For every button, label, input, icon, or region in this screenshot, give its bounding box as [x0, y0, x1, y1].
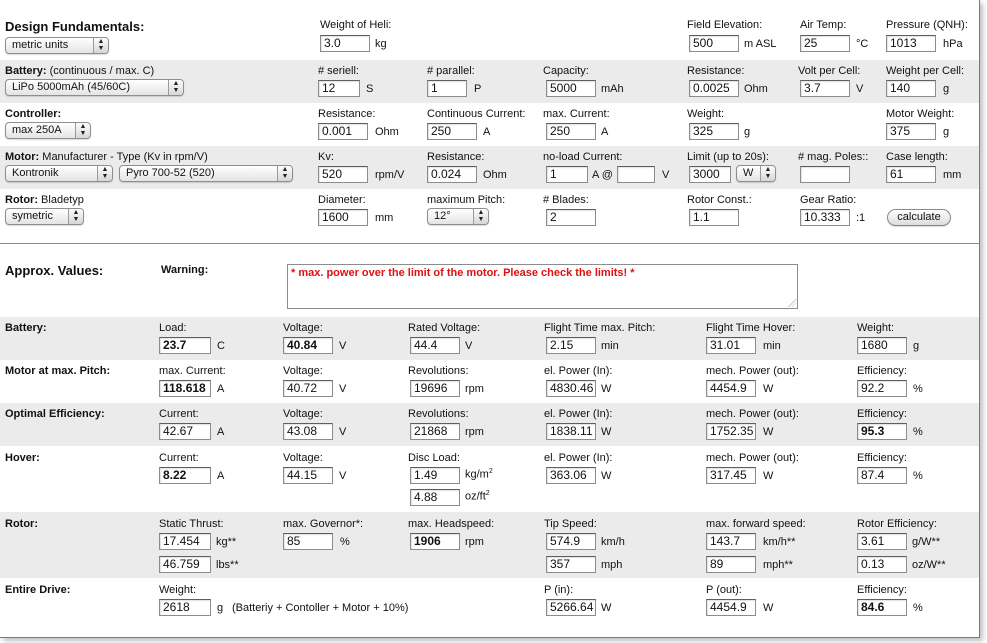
battery-resistance-label: Resistance:: [687, 65, 745, 77]
weight-per-cell-input[interactable]: 140: [886, 80, 936, 97]
disc-load-unit: $kg/m^2$: [465, 468, 493, 481]
motor-resistance-unit: Ohm: [483, 169, 507, 181]
hover-mech-unit: W: [763, 470, 774, 482]
optimal-label: Optimal Efficiency:: [5, 408, 105, 420]
max-headspeed-output: 1906: [410, 533, 460, 550]
static-thrust-lbs-unit: lbs**: [216, 559, 239, 571]
continuous-current-input[interactable]: 250: [427, 123, 477, 140]
case-length-unit: mm: [943, 169, 962, 181]
continuous-current-unit: A: [483, 126, 491, 138]
hover-voltage-unit: V: [339, 470, 347, 482]
drive-pin-unit: W: [601, 602, 612, 614]
load-unit: C: [217, 340, 225, 352]
hover-eff-unit: %: [913, 470, 923, 482]
forward-speed-label: max. forward speed:: [706, 518, 806, 530]
noload-voltage-unit: V: [662, 169, 670, 181]
rated-voltage-output: 44.4: [410, 337, 460, 354]
battery-results-band: [0, 317, 979, 360]
rotor-config-label: Rotor: Bladetyp: [5, 194, 84, 206]
motor-max-eff-unit: %: [913, 383, 923, 395]
controller-config-label: Controller:: [5, 108, 62, 120]
heli-weight-input[interactable]: 3.0: [320, 35, 370, 52]
rotor-efficiency-gw-output: 3.61: [857, 533, 907, 550]
volt-per-cell-input[interactable]: 3.7: [800, 80, 850, 97]
battery-voltage-output: 40.84: [283, 337, 333, 354]
static-thrust-kg-unit: kg**: [216, 536, 237, 548]
static-thrust-label: Static Thrust:: [159, 518, 224, 530]
optimal-current-unit: A: [217, 426, 225, 438]
optimal-mech-unit: W: [763, 426, 774, 438]
drive-weight-unit: g: [217, 602, 224, 614]
tip-speed-label: Tip Speed:: [544, 518, 597, 530]
seriell-unit: S: [366, 83, 374, 95]
controller-resistance-unit: Ohm: [375, 126, 399, 138]
limit-unit-value: W: [743, 167, 754, 179]
max-governor-unit: %: [340, 536, 350, 548]
disc-load-oz-unit: $oz/ft^2$: [465, 490, 490, 503]
heli-weight-unit: kg: [375, 38, 387, 50]
max-headspeed-label: max. Headspeed:: [408, 518, 495, 530]
air-temp-label: Air Temp:: [800, 19, 847, 31]
select-arrows-icon: ▲ ▼: [68, 209, 83, 224]
motor-weight-label: Motor Weight:: [886, 108, 955, 120]
gear-ratio-input[interactable]: 10.333: [800, 209, 850, 226]
design-title: Design Fundamentals:: [5, 19, 145, 34]
optimal-rev-unit: rpm: [465, 426, 484, 438]
flight-time-hover-label: Flight Time Hover:: [706, 322, 796, 334]
optimal-results-band: [0, 403, 979, 446]
battery-weight-unit: g: [913, 340, 920, 352]
warning-label: Warning:: [161, 264, 209, 276]
drive-eff-output: 84.6: [857, 599, 907, 616]
battery-config-label: Battery: (continuous / max. C): [5, 65, 155, 77]
max-headspeed-unit: rpm: [465, 536, 484, 548]
hover-current-output: 8.22: [159, 467, 211, 484]
motor-max-mech-unit: W: [763, 383, 774, 395]
disc-load-oz-output: 4.88: [410, 489, 460, 506]
battery-voltage-label: Voltage:: [283, 322, 323, 334]
drive-pin-label: P (in):: [544, 584, 574, 596]
controller-weight-label: Weight:: [687, 108, 725, 120]
optimal-current-output: 42.67: [159, 423, 211, 440]
rotor-results-label: Rotor:: [5, 518, 38, 530]
volt-per-cell-unit: V: [856, 83, 864, 95]
battery-type-select[interactable]: [5, 79, 184, 96]
motor-max-eff-output: 92.2: [857, 380, 907, 397]
flight-time-hover-output: 31.01: [706, 337, 756, 354]
flight-time-pitch-output: 2.15: [546, 337, 596, 354]
noload-voltage-input[interactable]: [617, 166, 655, 183]
hover-elpower-unit: W: [601, 470, 612, 482]
results-title: Approx. Values:: [5, 263, 104, 278]
rotor-efficiency-label: Rotor Efficiency:: [857, 518, 937, 530]
motor-manufacturer-value: Kontronik: [12, 167, 59, 179]
flight-time-pitch-label: Flight Time max. Pitch:: [544, 322, 656, 334]
flight-time-hover-unit: min: [763, 340, 781, 352]
battery-resistance-input[interactable]: 0.0025: [689, 80, 739, 97]
disc-load-output: 1.49: [410, 467, 460, 484]
motor-max-rev-label: Revolutions:: [408, 365, 469, 377]
motor-max-eff-label: Efficiency:: [857, 365, 907, 377]
motor-max-current-label: max. Current:: [159, 365, 226, 377]
drive-weight-label: Weight:: [159, 584, 197, 596]
select-arrows-icon: ▲ ▼: [75, 123, 90, 138]
kv-label: Kv:: [318, 151, 334, 163]
blade-type-value: symetric: [12, 210, 53, 222]
weight-per-cell-unit: g: [943, 83, 950, 95]
seriell-input[interactable]: 12: [318, 80, 360, 97]
optimal-elpower-unit: W: [601, 426, 612, 438]
units-select-value: metric units: [12, 39, 69, 51]
select-arrows-icon: ▲ ▼: [97, 166, 112, 181]
kv-unit: rpm/V: [375, 169, 405, 181]
blade-type-select[interactable]: [5, 208, 84, 225]
disc-load-label: Disc Load:: [408, 452, 460, 464]
field-elevation-label: Field Elevation:: [687, 19, 763, 31]
warning-textarea[interactable]: [287, 264, 798, 309]
battery-type-value: LiPo 5000mAh (45/60C): [12, 81, 131, 93]
load-output: 23.7: [159, 337, 211, 354]
seriell-label: # seriell:: [318, 65, 359, 77]
forward-speed-mph-output: 89: [706, 556, 756, 573]
hover-elpower-output: 363.06: [546, 467, 596, 484]
max-governor-output: 85: [283, 533, 333, 550]
controller-weight-unit: g: [744, 126, 751, 138]
motor-max-label: Motor at max. Pitch:: [5, 365, 111, 377]
capacity-unit: mAh: [601, 83, 624, 95]
diameter-unit: mm: [375, 212, 394, 224]
select-arrows-icon: ▲ ▼: [760, 166, 775, 181]
hover-label: Hover:: [5, 452, 40, 464]
parallel-unit: P: [474, 83, 482, 95]
optimal-eff-output: 95.3: [857, 423, 907, 440]
parallel-input[interactable]: 1: [427, 80, 467, 97]
optimal-rev-output: 21868: [410, 423, 460, 440]
static-thrust-lbs-output: 46.759: [159, 556, 211, 573]
rotor-efficiency-ozw-output: 0.13: [857, 556, 907, 573]
noload-current-unit: A @: [592, 169, 613, 181]
capacity-input[interactable]: 5000: [546, 80, 596, 97]
optimal-eff-unit: %: [913, 426, 923, 438]
air-temp-unit: °C: [856, 38, 869, 50]
heli-weight-label: Weight of Heli:: [320, 19, 392, 31]
battery-voltage-unit: V: [339, 340, 347, 352]
motor-max-voltage-label: Voltage:: [283, 365, 323, 377]
select-arrows-icon: ▲ ▼: [168, 80, 183, 95]
forward-speed-kmh-unit: km/h**: [763, 536, 796, 548]
weight-per-cell-label: Weight per Cell:: [886, 65, 965, 77]
optimal-mech-label: mech. Power (out):: [706, 408, 799, 420]
continuous-current-label: Continuous Current:: [427, 108, 526, 120]
motor-weight-input[interactable]: 375: [886, 123, 936, 140]
capacity-label: Capacity:: [543, 65, 589, 77]
parallel-label: # parallel:: [427, 65, 475, 77]
rated-voltage-label: Rated Voltage:: [408, 322, 481, 334]
units-select[interactable]: [5, 37, 109, 54]
drive-eff-label: Efficiency:: [857, 584, 907, 596]
optimal-elpower-label: el. Power (In):: [544, 408, 613, 420]
hover-voltage-label: Voltage:: [283, 452, 323, 464]
controller-resistance-label: Resistance:: [318, 108, 376, 120]
air-temp-input[interactable]: 25: [800, 35, 850, 52]
optimal-eff-label: Efficiency:: [857, 408, 907, 420]
hover-voltage-output: 44.15: [283, 467, 333, 484]
motor-config-label: Motor: Manufacturer - Type (Kv in rpm/V): [5, 151, 208, 163]
motor-weight-unit: g: [943, 126, 950, 138]
load-label: Load:: [159, 322, 187, 334]
field-elevation-input[interactable]: 500: [689, 35, 739, 52]
kv-input[interactable]: 520: [318, 166, 368, 183]
gear-ratio-unit: :1: [856, 212, 866, 224]
pressure-input[interactable]: 1013: [886, 35, 936, 52]
tip-speed-kmh-unit: km/h: [601, 536, 625, 548]
gear-ratio-label: Gear Ratio:: [800, 194, 857, 206]
motor-max-current-unit: A: [217, 383, 225, 395]
motor-max-current-output: 118.618: [159, 380, 211, 397]
select-arrows-icon: ▲ ▼: [473, 209, 488, 224]
select-arrows-icon: ▲ ▼: [93, 38, 108, 53]
rotor-const-label: Rotor Const.:: [687, 194, 752, 206]
optimal-voltage-unit: V: [339, 426, 347, 438]
hover-current-unit: A: [217, 470, 225, 482]
battery-weight-label: Weight:: [857, 322, 895, 334]
motor-manufacturer-select[interactable]: [5, 165, 113, 182]
calculate-button[interactable]: calculate: [887, 209, 951, 226]
motor-max-elpower-output: 4830.46: [546, 380, 596, 397]
drive-pout-label: P (out):: [706, 584, 742, 596]
pressure-label: Pressure (QNH):: [886, 19, 968, 31]
limit-label: Limit (up to 20s):: [687, 151, 769, 163]
tip-speed-kmh-output: 574.9: [546, 533, 596, 550]
motor-type-value: Pyro 700-52 (520): [126, 167, 215, 179]
resize-grip-icon: [788, 299, 796, 307]
blades-label: # Blades:: [543, 194, 589, 206]
limit-input[interactable]: 3000: [689, 166, 731, 183]
entire-drive-label: Entire Drive:: [5, 584, 71, 596]
max-pitch-value: 12°: [434, 210, 451, 222]
tip-speed-mph-unit: mph: [601, 559, 623, 571]
drive-pout-unit: W: [763, 602, 774, 614]
mag-poles-label: # mag. Poles::: [798, 151, 869, 163]
hover-current-label: Current:: [159, 452, 199, 464]
max-governor-label: max. Governor*:: [283, 518, 364, 530]
case-length-input[interactable]: 61: [886, 166, 936, 183]
diameter-label: Diameter:: [318, 194, 366, 206]
section-divider: [0, 243, 979, 244]
motor-max-mech-label: mech. Power (out):: [706, 365, 799, 377]
flight-time-pitch-unit: min: [601, 340, 619, 352]
forward-speed-mph-unit: mph**: [763, 559, 793, 571]
optimal-rev-label: Revolutions:: [408, 408, 469, 420]
motor-max-rev-output: 19696: [410, 380, 460, 397]
drive-weight-note: (Batteriy + Contoller + Motor + 10%): [232, 602, 409, 614]
controller-weight-input[interactable]: 325: [689, 123, 739, 140]
max-pitch-select[interactable]: [427, 208, 489, 225]
max-pitch-label: maximum Pitch:: [427, 194, 506, 206]
limit-unit-select[interactable]: [736, 165, 776, 182]
controller-max-current-label: max. Current:: [543, 108, 610, 120]
motor-max-voltage-unit: V: [339, 383, 347, 395]
forward-speed-kmh-output: 143.7: [706, 533, 756, 550]
hover-mech-output: 317.45: [706, 467, 756, 484]
blades-input[interactable]: 2: [546, 209, 596, 226]
hover-elpower-label: el. Power (In):: [544, 452, 613, 464]
hover-eff-label: Efficiency:: [857, 452, 907, 464]
drive-eff-unit: %: [913, 602, 923, 614]
controller-max-current-unit: A: [601, 126, 609, 138]
optimal-voltage-label: Voltage:: [283, 408, 323, 420]
optimal-voltage-output: 43.08: [283, 423, 333, 440]
rotor-efficiency-ozw-unit: oz/W**: [912, 559, 946, 571]
rated-voltage-unit: V: [465, 340, 473, 352]
noload-current-input[interactable]: 1: [546, 166, 588, 183]
drive-pin-output: 5266.64: [546, 599, 596, 616]
drive-pout-output: 4454.9: [706, 599, 756, 616]
motor-type-select[interactable]: [119, 165, 293, 182]
field-elevation-unit: m ASL: [744, 38, 777, 50]
noload-current-label: no-load Current:: [543, 151, 623, 163]
case-length-label: Case length:: [886, 151, 948, 163]
battery-results-label: Battery:: [5, 322, 47, 334]
tip-speed-mph-output: 357: [546, 556, 596, 573]
motor-max-voltage-output: 40.72: [283, 380, 333, 397]
warning-text: * max. power over the limit of the motor. Please check the limits! *: [291, 267, 635, 279]
optimal-mech-output: 1752.35: [706, 423, 756, 440]
battery-weight-output: 1680: [857, 337, 907, 354]
controller-max-current-input[interactable]: 250: [546, 123, 596, 140]
volt-per-cell-label: Volt per Cell:: [798, 65, 861, 77]
hover-eff-output: 87.4: [857, 467, 907, 484]
motor-max-elpower-unit: W: [601, 383, 612, 395]
motor-max-mech-output: 4454.9: [706, 380, 756, 397]
optimal-current-label: Current:: [159, 408, 199, 420]
mag-poles-input[interactable]: [800, 166, 850, 183]
controller-type-value: max 250A: [12, 124, 62, 136]
drive-weight-output: 2618: [159, 599, 211, 616]
optimal-elpower-output: 1838.11: [546, 423, 596, 440]
controller-resistance-input[interactable]: 0.001: [318, 123, 368, 140]
rotor-const-input[interactable]: 1.1: [689, 209, 739, 226]
battery-resistance-unit: Ohm: [744, 83, 768, 95]
motor-resistance-input[interactable]: 0.024: [427, 166, 477, 183]
controller-type-select[interactable]: [5, 122, 91, 139]
motor-max-rev-unit: rpm: [465, 383, 484, 395]
pressure-unit: hPa: [943, 38, 963, 50]
diameter-input[interactable]: 1600: [318, 209, 368, 226]
motor-max-elpower-label: el. Power (In):: [544, 365, 613, 377]
hover-mech-label: mech. Power (out):: [706, 452, 799, 464]
motor-resistance-label: Resistance:: [427, 151, 485, 163]
rotor-efficiency-gw-unit: g/W**: [912, 536, 941, 548]
select-arrows-icon: ▲ ▼: [277, 166, 292, 181]
static-thrust-kg-output: 17.454: [159, 533, 211, 550]
